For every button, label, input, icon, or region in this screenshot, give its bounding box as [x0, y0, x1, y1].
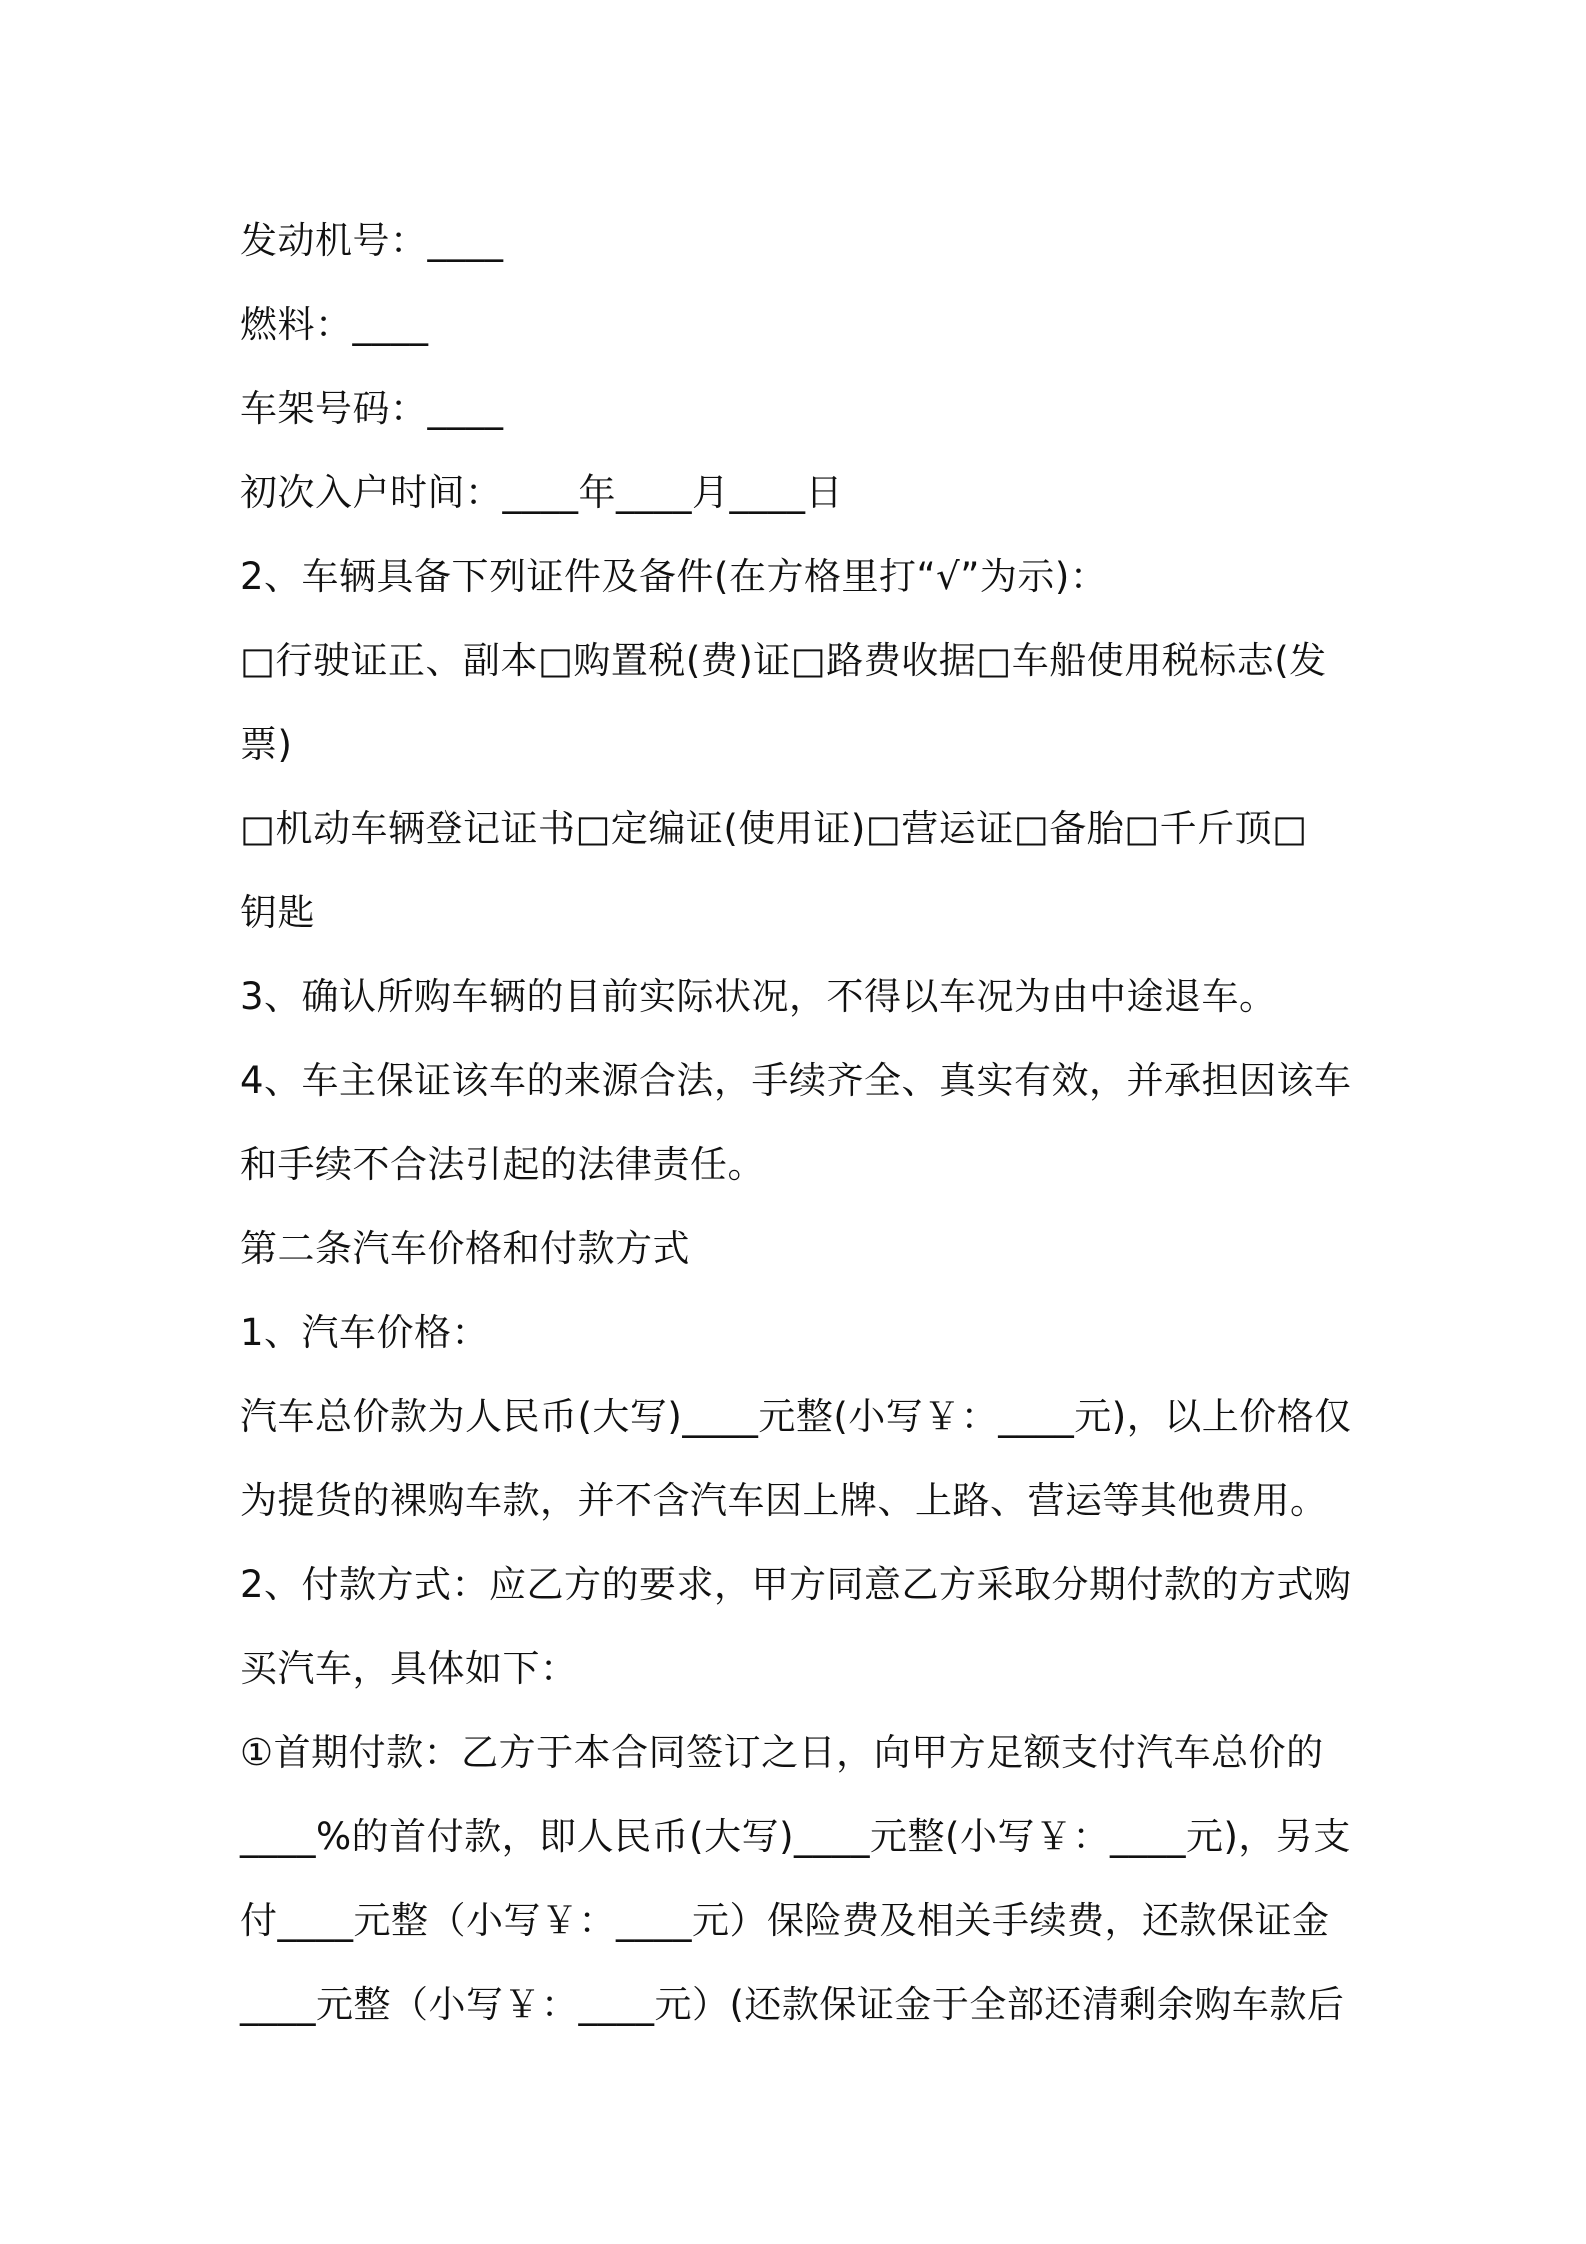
fuel-line: 燃料：____ — [240, 303, 429, 346]
documents-checklist-line-1: □行驶证正、副本□购置税(费)证□路费收据□车船使用税标志(发 — [240, 639, 1327, 682]
car-price-line-1: 汽车总价款为人民币(大写)____元整(小写￥：____元)，以上价格仅 — [240, 1395, 1352, 1438]
document-body — [240, 199, 1365, 2047]
car-price-line-2: 为提货的裸购车款，并不含汽车因上牌、上路、营运等其他费用。 — [240, 1479, 1328, 1522]
payment-method-line-2: 买汽车，具体如下： — [240, 1647, 578, 1690]
engine-number-line: 发动机号：____ — [240, 219, 504, 262]
down-payment-line-2: ____%的首付款，即人民币(大写)____元整(小写￥：____元)，另支 — [240, 1815, 1351, 1858]
clause-1-3: 3、确认所购车辆的目前实际状况，不得以车况为由中途退车。 — [240, 975, 1277, 1018]
down-payment-line-1: ①首期付款：乙方于本合同签订之日，向甲方足额支付汽车总价的 — [240, 1731, 1324, 1774]
first-registration-date-line: 初次入户时间：____年____月____日 — [240, 471, 843, 514]
down-payment-line-4: ____元整（小写￥：____元）(还款保证金于全部还清剩余购车款后 — [240, 1983, 1345, 2026]
clause-2-1-heading: 1、汽车价格： — [240, 1311, 490, 1354]
article-2-heading: 第二条汽车价格和付款方式 — [240, 1227, 690, 1270]
documents-checklist-line-4: 钥匙 — [240, 891, 315, 934]
documents-checklist-line-3: □机动车辆登记证书□定编证(使用证)□营运证□备胎□千斤顶□ — [240, 807, 1308, 850]
clause-1-4-line-1: 4、车主保证该车的来源合法，手续齐全、真实有效，并承担因该车 — [240, 1059, 1352, 1102]
payment-method-line-1: 2、付款方式：应乙方的要求，甲方同意乙方采取分期付款的方式购 — [240, 1563, 1352, 1606]
clause-1-2-heading: 2、车辆具备下列证件及备件(在方格里打“√”为示)： — [240, 555, 1108, 598]
documents-checklist-line-2: 票) — [240, 723, 293, 766]
down-payment-line-3: 付____元整（小写￥：____元）保险费及相关手续费，还款保证金 — [240, 1899, 1330, 1942]
clause-1-4-line-2: 和手续不合法引起的法律责任。 — [240, 1143, 765, 1186]
frame-number-line: 车架号码：____ — [240, 387, 504, 430]
